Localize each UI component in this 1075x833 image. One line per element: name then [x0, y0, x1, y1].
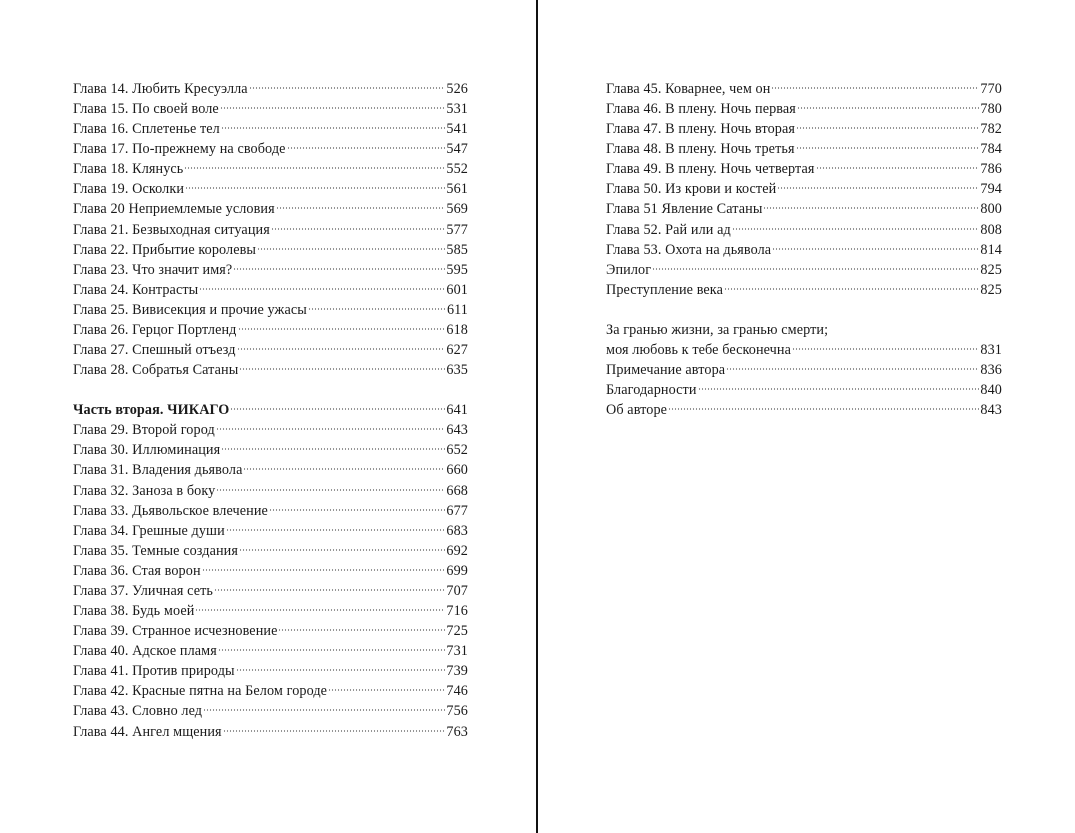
entry-title: Примечание автора — [606, 362, 726, 379]
entry-page-number: 577 — [446, 221, 468, 238]
entry-page-number: 836 — [980, 362, 1002, 379]
entry-page-number: 786 — [980, 161, 1002, 178]
dot-leader — [652, 267, 979, 271]
entry-page-number: 707 — [446, 582, 468, 599]
dot-leader — [214, 588, 445, 592]
entry-page-number: 746 — [446, 683, 468, 700]
toc-entry — [73, 541, 468, 561]
entry-title: Глава 17. По-прежнему на свободе — [73, 141, 286, 158]
entry-page-number: 716 — [446, 603, 468, 620]
dot-leader — [726, 367, 979, 371]
dot-leader — [226, 528, 446, 532]
dot-leader — [237, 347, 446, 351]
spacer — [606, 300, 1002, 320]
dot-leader — [797, 106, 979, 110]
toc-entry-first-line: За гранью жизни, за гранью смерти; — [606, 321, 829, 338]
toc-entry — [73, 440, 468, 460]
toc-entry — [73, 79, 468, 99]
entry-title: Глава 34. Грешные души — [73, 522, 225, 539]
entry-title: Глава 33. Дьявольское влечение — [73, 502, 268, 519]
dot-leader — [772, 247, 979, 251]
entry-title: Глава 27. Спешный отъезд — [73, 342, 236, 359]
entry-title: Глава 35. Темные создания — [73, 542, 238, 559]
toc-entry — [73, 601, 468, 621]
entry-title: Глава 31. Владения дьявола — [73, 462, 243, 479]
entry-page-number: 627 — [446, 342, 468, 359]
toc-entry — [606, 99, 1002, 119]
toc-entry — [73, 300, 468, 320]
entry-page-number: 526 — [446, 81, 468, 97]
entry-page-number: 831 — [980, 342, 1002, 359]
toc-entry — [73, 722, 468, 742]
toc-entry — [73, 159, 468, 179]
entry-title: Глава 30. Иллюминация — [73, 442, 221, 459]
toc-entry — [606, 139, 1002, 159]
entry-title: Глава 43. Словно лед — [73, 703, 203, 720]
entry-page-number: 652 — [446, 442, 468, 459]
entry-title: Глава 49. В плену. Ночь четвертая — [606, 161, 815, 178]
toc-entry — [73, 561, 468, 581]
toc-entry — [73, 460, 468, 480]
entry-title: Глава 45. Коварнее, чем он — [606, 81, 771, 97]
dot-leader — [185, 186, 445, 190]
entry-title: Глава 46. В плену. Ночь первая — [606, 101, 796, 118]
toc-entry — [73, 621, 468, 641]
entry-title: Эпилог — [606, 261, 652, 278]
entry-title: Глава 44. Ангел мщения — [73, 723, 222, 740]
toc-entry — [73, 501, 468, 521]
entry-page-number: 780 — [980, 101, 1002, 118]
entry-page-number: 840 — [980, 382, 1002, 399]
dot-leader — [236, 668, 446, 672]
toc-entry — [606, 199, 1002, 219]
entry-title: Глава 25. Вивисекция и прочие ужасы — [73, 301, 307, 318]
entry-page-number: 725 — [446, 623, 468, 640]
toc-group — [73, 79, 468, 380]
dot-leader — [271, 227, 446, 231]
entry-page-number: 756 — [446, 703, 468, 720]
dot-leader — [257, 247, 445, 251]
toc-entry — [606, 119, 1002, 139]
dot-leader — [203, 708, 445, 712]
toc-entry — [606, 240, 1002, 260]
part-page-number: 641 — [446, 402, 468, 419]
entry-page-number: 643 — [446, 422, 468, 439]
toc-entry — [73, 240, 468, 260]
dot-leader — [276, 206, 446, 210]
toc-entry — [73, 641, 468, 661]
toc-entry — [73, 280, 468, 300]
toc-entry — [73, 521, 468, 541]
entry-page-number: 800 — [980, 201, 1002, 218]
dot-leader — [221, 447, 445, 451]
dot-leader — [668, 407, 979, 411]
dot-leader — [771, 86, 979, 90]
toc-entry — [73, 220, 468, 240]
entry-title: Глава 42. Красные пятна на Белом городе — [73, 683, 328, 700]
entry-page-number: 561 — [446, 181, 468, 198]
dot-leader — [239, 548, 445, 552]
entry-page-number: 660 — [446, 462, 468, 479]
dot-leader — [698, 387, 980, 391]
entry-title: Глава 18. Клянусь — [73, 161, 184, 178]
dot-leader — [202, 568, 446, 572]
dot-leader — [233, 267, 445, 271]
dot-leader — [269, 508, 445, 512]
toc-entry — [73, 179, 468, 199]
entry-title: Глава 48. В плену. Ночь третья — [606, 141, 795, 158]
dot-leader — [221, 126, 446, 130]
dot-leader — [230, 407, 445, 411]
dot-leader — [216, 427, 446, 431]
entry-page-number: 601 — [446, 281, 468, 298]
page-gutter-divider — [536, 0, 538, 833]
entry-page-number: 585 — [446, 241, 468, 258]
entry-title: Глава 40. Адское пламя — [73, 643, 217, 660]
entry-page-number: 825 — [980, 281, 1002, 298]
entry-page-number: 683 — [446, 522, 468, 539]
toc-entry — [73, 701, 468, 721]
entry-page-number: 569 — [446, 201, 468, 218]
toc-entry — [73, 340, 468, 360]
toc-entry — [73, 320, 468, 340]
toc-part-heading — [73, 400, 468, 420]
dot-leader — [278, 628, 445, 632]
dot-leader — [223, 729, 446, 733]
toc-entry — [73, 99, 468, 119]
dot-leader — [287, 146, 446, 150]
entry-page-number: 531 — [446, 101, 468, 118]
toc-entry — [606, 260, 1002, 280]
toc-entry — [73, 360, 468, 380]
entry-title: Глава 23. Что значит имя? — [73, 261, 233, 278]
toc-entry — [606, 380, 1002, 400]
dot-leader — [220, 106, 446, 110]
toc-entry — [606, 360, 1002, 380]
entry-page-number: 814 — [980, 241, 1002, 258]
dot-leader — [218, 648, 446, 652]
entry-title: Глава 32. Заноза в боку — [73, 482, 216, 499]
toc-entry — [606, 400, 1002, 420]
dot-leader — [184, 166, 445, 170]
entry-title: Преступление века — [606, 281, 723, 298]
dot-leader — [792, 347, 979, 351]
dot-leader — [328, 688, 445, 692]
part-title: Часть вторая. ЧИКАГО — [73, 402, 230, 419]
entry-title: Глава 22. Прибытие королевы — [73, 241, 257, 258]
entry-page-number: 794 — [980, 181, 1002, 198]
entry-title: Глава 29. Второй город — [73, 422, 215, 439]
entry-title: Глава 51 Явление Сатаны — [606, 201, 763, 218]
dot-leader — [732, 227, 980, 231]
entry-page-number: 782 — [980, 121, 1002, 138]
dot-leader — [243, 467, 445, 471]
toc-entry — [73, 119, 468, 139]
entry-page-number: 668 — [446, 482, 468, 499]
entry-page-number: 635 — [446, 362, 468, 379]
entry-title: Глава 50. Из крови и костей — [606, 181, 777, 198]
entry-title: Глава 16. Сплетенье тел — [73, 121, 220, 138]
toc-entry — [73, 420, 468, 440]
toc-entry — [606, 159, 1002, 179]
entry-title: Глава 19. Осколки — [73, 181, 185, 198]
entry-title: Глава 47. В плену. Ночь вторая — [606, 121, 795, 138]
entry-page-number: 699 — [446, 562, 468, 579]
entry-page-number: 541 — [446, 121, 468, 138]
dot-leader — [763, 206, 979, 210]
toc-entry — [606, 280, 1002, 300]
entry-title: Глава 24. Контрасты — [73, 281, 199, 298]
entry-page-number: 692 — [446, 542, 468, 559]
spacer — [73, 380, 468, 400]
dot-leader — [816, 166, 980, 170]
entry-title: Глава 26. Герцог Портленд — [73, 321, 237, 338]
toc-right-column — [606, 79, 1002, 420]
toc-left-column — [73, 79, 468, 742]
toc-entry — [73, 260, 468, 280]
entry-title: моя любовь к тебе бесконечна — [606, 342, 791, 359]
dot-leader — [777, 186, 979, 190]
entry-page-number: 808 — [980, 221, 1002, 238]
entry-title: Глава 53. Охота на дьявола — [606, 241, 772, 258]
entry-page-number: 547 — [446, 141, 468, 158]
entry-title: Глава 20 Неприемлемые условия — [73, 201, 275, 218]
dot-leader — [239, 367, 445, 371]
dot-leader — [238, 327, 446, 331]
entry-title: Глава 21. Безвыходная ситуация — [73, 221, 270, 238]
toc-entry — [73, 481, 468, 501]
entry-title: Глава 41. Против природы — [73, 663, 235, 680]
toc-entry — [73, 139, 468, 159]
toc-entry — [606, 79, 1002, 99]
toc-group — [606, 340, 1002, 420]
entry-page-number: 552 — [446, 161, 468, 178]
entry-page-number: 784 — [980, 141, 1002, 158]
entry-page-number: 731 — [446, 643, 468, 660]
dot-leader — [796, 146, 980, 150]
entry-page-number: 843 — [980, 402, 1002, 419]
toc-entry — [606, 179, 1002, 199]
entry-page-number: 595 — [446, 261, 468, 278]
toc-entry — [606, 340, 1002, 360]
entry-page-number: 677 — [446, 502, 468, 519]
toc-group — [73, 420, 468, 741]
dot-leader — [308, 307, 446, 311]
dot-leader — [796, 126, 979, 130]
entry-title: Глава 14. Любить Кресуэлла — [73, 81, 248, 97]
entry-page-number: 739 — [446, 663, 468, 680]
toc-entry — [73, 661, 468, 681]
toc-entry — [73, 581, 468, 601]
toc-entry — [73, 681, 468, 701]
entry-title: Глава 15. По своей воле — [73, 101, 219, 118]
dot-leader — [249, 86, 446, 90]
entry-title: Глава 36. Стая ворон — [73, 562, 201, 579]
entry-title: Благодарности — [606, 382, 697, 399]
dot-leader — [199, 287, 445, 291]
entry-title: Глава 52. Рай или ад — [606, 221, 731, 238]
entry-title: Глава 37. Уличная сеть — [73, 582, 213, 599]
entry-page-number: 763 — [446, 723, 468, 740]
entry-page-number: 618 — [446, 321, 468, 338]
entry-title: Глава 38. Будь моей — [73, 603, 195, 620]
entry-page-number: 770 — [980, 81, 1002, 97]
entry-title: Глава 39. Странное исчезновение — [73, 623, 278, 640]
entry-page-number: 611 — [446, 301, 468, 318]
toc-group — [606, 79, 1002, 300]
dot-leader — [195, 608, 445, 612]
toc-entry — [606, 220, 1002, 240]
entry-page-number: 825 — [980, 261, 1002, 278]
entry-title: Глава 28. Собратья Сатаны — [73, 362, 239, 379]
dot-leader — [724, 287, 979, 291]
entry-title: Об авторе — [606, 402, 668, 419]
toc-entry — [73, 199, 468, 219]
dot-leader — [216, 488, 445, 492]
